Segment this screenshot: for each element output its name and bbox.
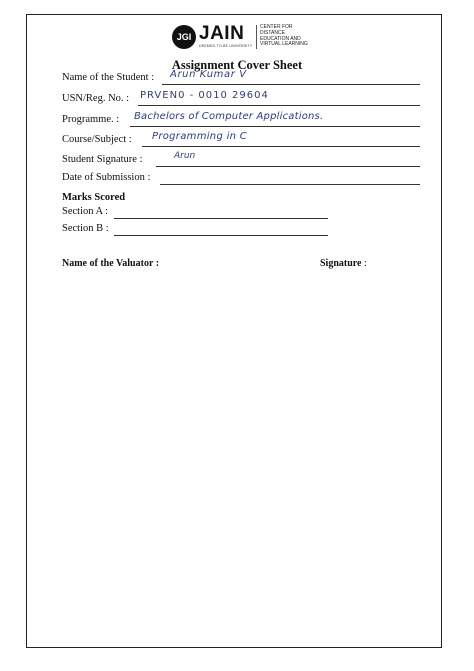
logo-tagline-line: DISTANCE xyxy=(260,29,285,36)
student-signature-value[interactable]: Arun xyxy=(174,151,196,161)
section-b-line[interactable] xyxy=(114,235,328,236)
course-label: Course/Subject : xyxy=(62,134,132,145)
submission-date-label: Date of Submission : xyxy=(62,172,151,183)
section-a-line[interactable] xyxy=(114,218,328,219)
usn-line xyxy=(138,105,420,106)
submission-date-line xyxy=(160,184,420,185)
student-signature-line xyxy=(156,166,420,167)
course-line xyxy=(142,146,420,147)
page-border xyxy=(26,14,442,648)
student-name-row xyxy=(62,69,422,86)
student-name-value[interactable]: Arun Kumar V xyxy=(170,69,247,80)
programme-value[interactable]: Bachelors of Computer Applications. xyxy=(134,111,324,122)
signature-label: Signature xyxy=(320,258,362,269)
usn-label: USN/Reg. No. : xyxy=(62,93,130,104)
logo-subtitle: DEEMED-TO-BE UNIVERSITY xyxy=(199,44,253,48)
section-b-label: Section B : xyxy=(62,223,109,234)
course-value[interactable]: Programming in C xyxy=(152,131,248,142)
student-name-line xyxy=(162,84,420,85)
course-row xyxy=(62,131,422,148)
valuator-label: Name of the Valuator : xyxy=(62,258,160,269)
signature-colon: : xyxy=(361,258,367,269)
usn-row xyxy=(62,90,422,107)
programme-row xyxy=(62,111,422,128)
logo-tagline-line: EDUCATION AND xyxy=(260,35,301,42)
section-a-row xyxy=(62,206,332,220)
signature-field xyxy=(320,258,367,269)
marks-heading: Marks Scored xyxy=(62,192,126,203)
logo-tagline xyxy=(260,25,320,48)
student-signature-row xyxy=(62,151,422,168)
logo-tagline-line: VIRTUAL LEARNING xyxy=(260,41,308,48)
logo-mark: JGI xyxy=(172,25,196,49)
student-name-label: Name of the Student : xyxy=(62,72,155,83)
programme-label: Programme. : xyxy=(62,114,120,125)
programme-line xyxy=(130,126,420,127)
logo-divider xyxy=(256,25,257,49)
student-signature-label: Student Signature : xyxy=(62,154,143,165)
logo-name: JAIN xyxy=(199,23,245,44)
university-logo xyxy=(172,22,312,52)
page-title: Assignment Cover Sheet xyxy=(171,58,303,72)
submission-date-row xyxy=(62,172,422,186)
usn-value[interactable]: PRVEN0 - 0010 29604 xyxy=(140,90,269,101)
section-a-label: Section A : xyxy=(62,206,109,217)
logo-tagline-line: CENTER FOR xyxy=(260,24,293,30)
section-b-row xyxy=(62,223,332,237)
